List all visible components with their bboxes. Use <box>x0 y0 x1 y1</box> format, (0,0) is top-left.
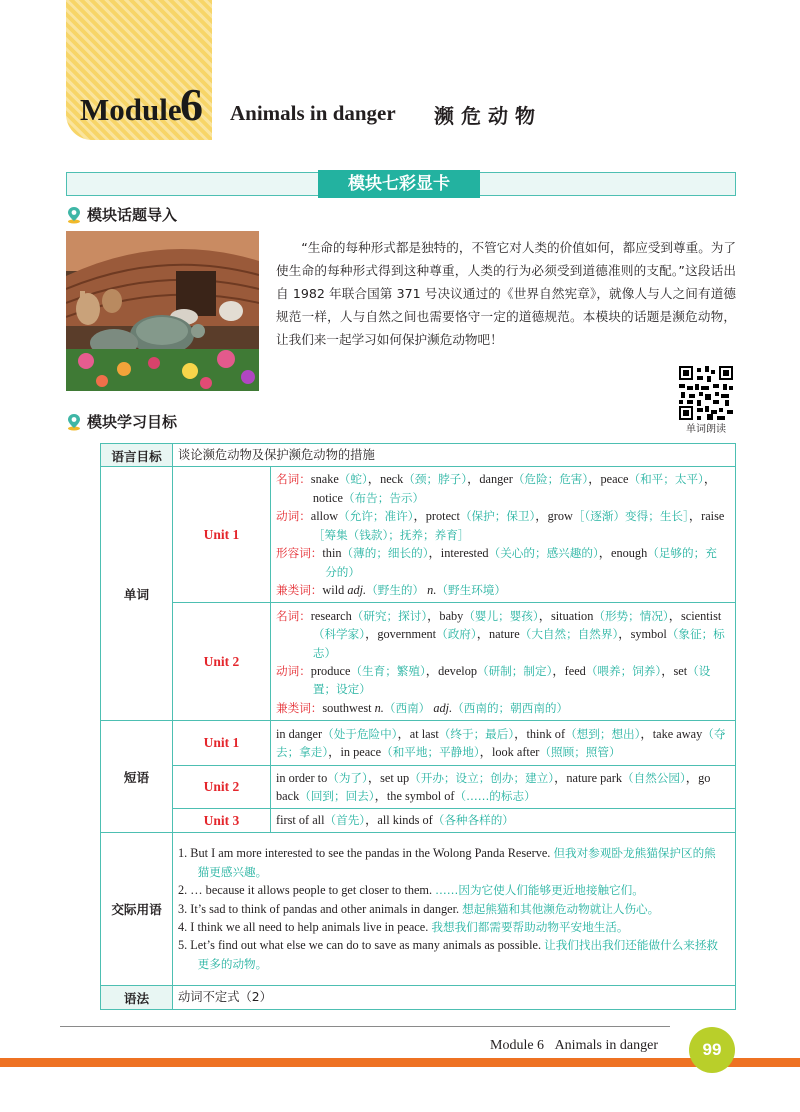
words-unit2-content <box>271 603 736 721</box>
words-header: 单词 <box>101 467 173 721</box>
term-en: ，all kinds of <box>365 813 433 828</box>
term-cn: （大自然；自然界） <box>519 627 619 642</box>
language-goal-header: 语言目标 <box>101 444 173 467</box>
term-en: ，government <box>365 627 437 642</box>
term-en: ，go back <box>276 771 711 804</box>
term-en: ，danger <box>467 472 513 487</box>
sentence-cn: ……因为它使人们能够更近地接触它们。 <box>435 883 644 898</box>
term-cn: （想到；想出） <box>565 727 641 741</box>
words-unit1-row <box>101 467 736 603</box>
words-unit2-multi-class: 兼类词：southwest n.（西南） adj.（西南的；朝西南的） <box>276 700 569 715</box>
term-cn: （政府） <box>436 627 477 642</box>
sentence-en: … because it allows people to get closer to them. <box>190 883 436 898</box>
words-unit1-nouns: 名词：snake（蛇），neck（颈；脖子），danger（危险；危害），peace（和平；太平），notice（布告；告示） <box>276 472 717 505</box>
section-banner-label: 模块七彩显卡 <box>318 170 480 198</box>
footer-module: Module 6 <box>490 1038 545 1053</box>
term-cn: （形势；情况） <box>593 608 669 623</box>
page-number: 99 <box>689 1027 735 1073</box>
intro-heading-text: 模块话题导入 <box>87 206 178 224</box>
term-en: ，situation <box>538 608 594 623</box>
module-word: Module <box>80 92 182 127</box>
term-en: ，in peace <box>328 745 382 760</box>
footer-rule <box>60 1026 670 1027</box>
term-en: ，feed <box>552 663 586 678</box>
term-cn: （研究；探讨） <box>351 608 428 623</box>
noahs-ark-animals-photo <box>66 231 259 391</box>
sentence-cn: 想起熊猫和其他濒危动物就让人伤心。 <box>462 901 660 916</box>
communication-row <box>101 832 736 985</box>
grammar-row <box>101 985 736 1009</box>
term-cn: （回到；回去） <box>299 789 375 804</box>
term-cn: （野生的） <box>366 582 425 597</box>
sentence-en: But I am more interested to see the pandas in the Wolong Panda Reserve. <box>190 846 554 861</box>
phrases-unit3-content <box>271 809 736 832</box>
term-cn: （照顾；照管） <box>539 745 621 760</box>
phrases-unit3-label: Unit 3 <box>173 809 271 832</box>
sentence-number: 2. <box>178 883 191 898</box>
phrases-unit3-row <box>101 809 736 832</box>
sentence-en: Let’s find out what else we can do to save as many animals as possible. <box>190 938 545 953</box>
learning-goals-table <box>100 443 736 1010</box>
term-en: ，look after <box>479 745 540 760</box>
phrases-unit1-row <box>101 721 736 766</box>
term-cn: （关心的；感兴趣的） <box>488 546 599 561</box>
term-cn: ［（逐渐）变得；生长］ <box>572 509 689 524</box>
words-unit2-label: Unit 2 <box>173 603 271 721</box>
goals-heading-text: 模块学习目标 <box>87 413 178 431</box>
term-cn: （足够的；充分的） <box>325 546 717 579</box>
term-en: snake <box>310 472 339 487</box>
term-cn: （夺去；拿走） <box>276 727 726 760</box>
phrases-unit1-content <box>271 721 736 766</box>
phrases-unit1-label: Unit 1 <box>173 721 271 766</box>
phrases-unit2-label: Unit 2 <box>173 766 271 809</box>
sentence-number: 1. <box>178 846 191 861</box>
term-cn: （象征；标志） <box>312 627 725 660</box>
sentence-cn: 我想我们都需要帮助动物平安地生活。 <box>431 920 629 935</box>
sentence-en: It’s sad to think of pandas and other animals in danger. <box>190 901 463 916</box>
words-unit1-multi-class: 兼类词：wild adj.（野生的） n.（野生环境） <box>276 582 506 597</box>
term-en: n. <box>424 582 437 597</box>
module-title-en: Animals in danger <box>230 101 396 125</box>
term-en: ，develop <box>425 663 477 678</box>
communication-sentence <box>178 918 727 936</box>
term-en: ，nature <box>476 627 520 642</box>
phrases-unit2-content <box>271 766 736 809</box>
sentence-en: I think we all need to help animals live in peace. <box>190 920 432 935</box>
term-cn: （布告；告示） <box>342 490 425 505</box>
term-en: southwest <box>322 700 375 715</box>
term-cn: （保护；保卫） <box>459 509 536 524</box>
term-en: ，baby <box>427 608 464 623</box>
communication-sentences <box>173 832 736 985</box>
term-cn: （西南） <box>383 700 431 715</box>
sentence-cn: 但我对参观卧龙熊猫保护区的熊猫更感兴趣。 <box>197 846 716 879</box>
term-en: wild <box>322 582 348 597</box>
module-title-cn: 濒危动物 <box>434 104 542 128</box>
term-cn: （蛇） <box>338 472 368 487</box>
communication-sentence <box>178 881 727 899</box>
qr-code-icon[interactable] <box>679 366 733 420</box>
term-cn: （研制；制定） <box>477 663 553 678</box>
term-cn: （婴儿；婴孩） <box>463 608 539 623</box>
footer-title: Animals in danger <box>554 1038 658 1053</box>
term-cn: （薄的；细长的） <box>341 546 429 561</box>
grammar-text: 动词不定式（2） <box>173 985 736 1009</box>
location-pin-icon <box>66 413 82 431</box>
sentence-number: 3. <box>178 901 191 916</box>
term-en: ，neck <box>367 472 404 487</box>
words-unit1-label: Unit 1 <box>173 467 271 603</box>
words-unit2-nouns: 名词：research（研究；探讨），baby（婴儿；婴孩），situation（形势；情况），scientist（科学家），government（政府），nature（大自然；自然界），symbol（象征；标志） <box>276 608 725 660</box>
term-en: ，raise <box>688 509 725 524</box>
words-unit1-content <box>271 467 736 603</box>
term-en: ，peace <box>588 472 629 487</box>
term-en: adj. <box>430 700 453 715</box>
term-en: in danger <box>276 727 323 741</box>
phrases-unit2-row <box>101 766 736 809</box>
phrases-header: 短语 <box>101 721 173 832</box>
term-en: produce <box>310 663 351 678</box>
term-cn: （为了） <box>327 771 368 785</box>
module-number: 6 <box>180 79 203 130</box>
words-unit1-adjectives: 形容词：thin（薄的；细长的），interested（关心的；感兴趣的），enough（足够的；充分的） <box>276 546 717 579</box>
communication-header: 交际用语 <box>101 832 173 985</box>
term-cn: （和平地；平静地） <box>381 745 480 760</box>
intro-heading <box>66 204 177 225</box>
term-cn: （首先） <box>324 813 366 828</box>
term-cn: （自然公园） <box>622 771 686 785</box>
term-en: research <box>310 608 352 623</box>
intro-paragraph: “生命的每种形式都是独特的，不管它对人类的价值如何，都应受到尊重。为了使生命的每种形式得到这种尊重，人类的行为必须受到道德准则的支配。”这段话出自 1982 年联合国第 371 号决议通过的《世界自然宪章》，就像人与人之间有道德规范一样，人与自然之间也需要恪守一定的道德规范。本模块的话题是濒危动物，让我们来一起学习如何保护濒危动物吧！ <box>276 240 736 347</box>
term-cn: （设置；设定） <box>312 663 711 697</box>
term-cn: （终于；最后） <box>438 727 515 741</box>
words-unit1-verbs: 动词：allow（允许；准许），protect（保护；保卫），grow［（逐渐）变得；生长］，raise［筹集（钱款）；抚养；养育］ <box>276 509 725 542</box>
language-goal-row <box>101 444 736 467</box>
term-cn: （……的标志） <box>454 789 536 804</box>
term-en: thin <box>322 546 342 561</box>
grammar-header: 语法 <box>101 985 173 1009</box>
term-cn: （喂养；饲养） <box>585 663 662 678</box>
communication-sentence <box>178 936 727 973</box>
term-en: first of all <box>276 813 325 828</box>
language-goal-text: 谈论濒危动物及保护濒危动物的措施 <box>173 444 736 467</box>
term-cn: （危险；危害） <box>512 472 589 487</box>
term-cn: （科学家） <box>312 627 366 642</box>
words-unit2-verbs: 动词：produce（生育；繁殖），develop（研制；制定），feed（喂养；饲养），set（设置；设定） <box>276 663 711 697</box>
term-en: adj. <box>347 582 367 597</box>
term-cn: （和平；太平） <box>628 472 704 487</box>
term-en: ，set <box>661 663 688 678</box>
footer-running-title <box>490 1038 658 1054</box>
term-en: ，the symbol of <box>374 789 455 804</box>
term-cn: （开办；设立；创办；建立） <box>409 771 555 785</box>
term-en: ，set up <box>367 771 410 785</box>
term-cn: ［筹集（钱款）；抚养；养育］ <box>312 527 470 542</box>
term-en: ，take away <box>640 727 703 741</box>
term-en: ，grow <box>535 509 573 524</box>
term-en: n. <box>374 700 384 715</box>
goals-heading <box>66 411 177 432</box>
qr-code-label: 单词朗读 <box>686 424 726 435</box>
term-cn: （生育；繁殖） <box>350 663 426 678</box>
term-en: in order to <box>276 771 328 785</box>
sentence-cn: 让我们找出我们还能做什么来拯救更多的动物。 <box>197 938 719 971</box>
term-en: allow <box>310 509 339 524</box>
term-cn: （西南的；朝西南的） <box>452 700 569 715</box>
term-en: ，interested <box>428 546 489 561</box>
term-en: ，symbol <box>618 627 667 642</box>
sentence-number: 5. <box>178 938 191 953</box>
term-en: ，think of <box>514 727 566 741</box>
term-en: ，protect <box>413 509 460 524</box>
term-cn: （野生环境） <box>436 582 506 597</box>
term-en: ，scientist <box>668 608 722 623</box>
term-en: ，nature park <box>554 771 623 785</box>
communication-sentence <box>178 844 727 881</box>
term-en: ，enough <box>598 546 648 561</box>
term-cn: （处于危险中） <box>322 727 398 741</box>
communication-sentence <box>178 900 727 918</box>
footer-bar <box>0 1058 800 1067</box>
location-pin-icon <box>66 206 82 224</box>
term-cn: （各种各样的） <box>432 813 514 828</box>
term-en: ，notice <box>312 472 717 505</box>
sentence-number: 4. <box>178 920 191 935</box>
words-unit2-row <box>101 603 736 721</box>
term-en: ，at last <box>397 727 439 741</box>
term-cn: （允许；准许） <box>338 509 414 524</box>
term-cn: （颈；脖子） <box>403 472 468 487</box>
